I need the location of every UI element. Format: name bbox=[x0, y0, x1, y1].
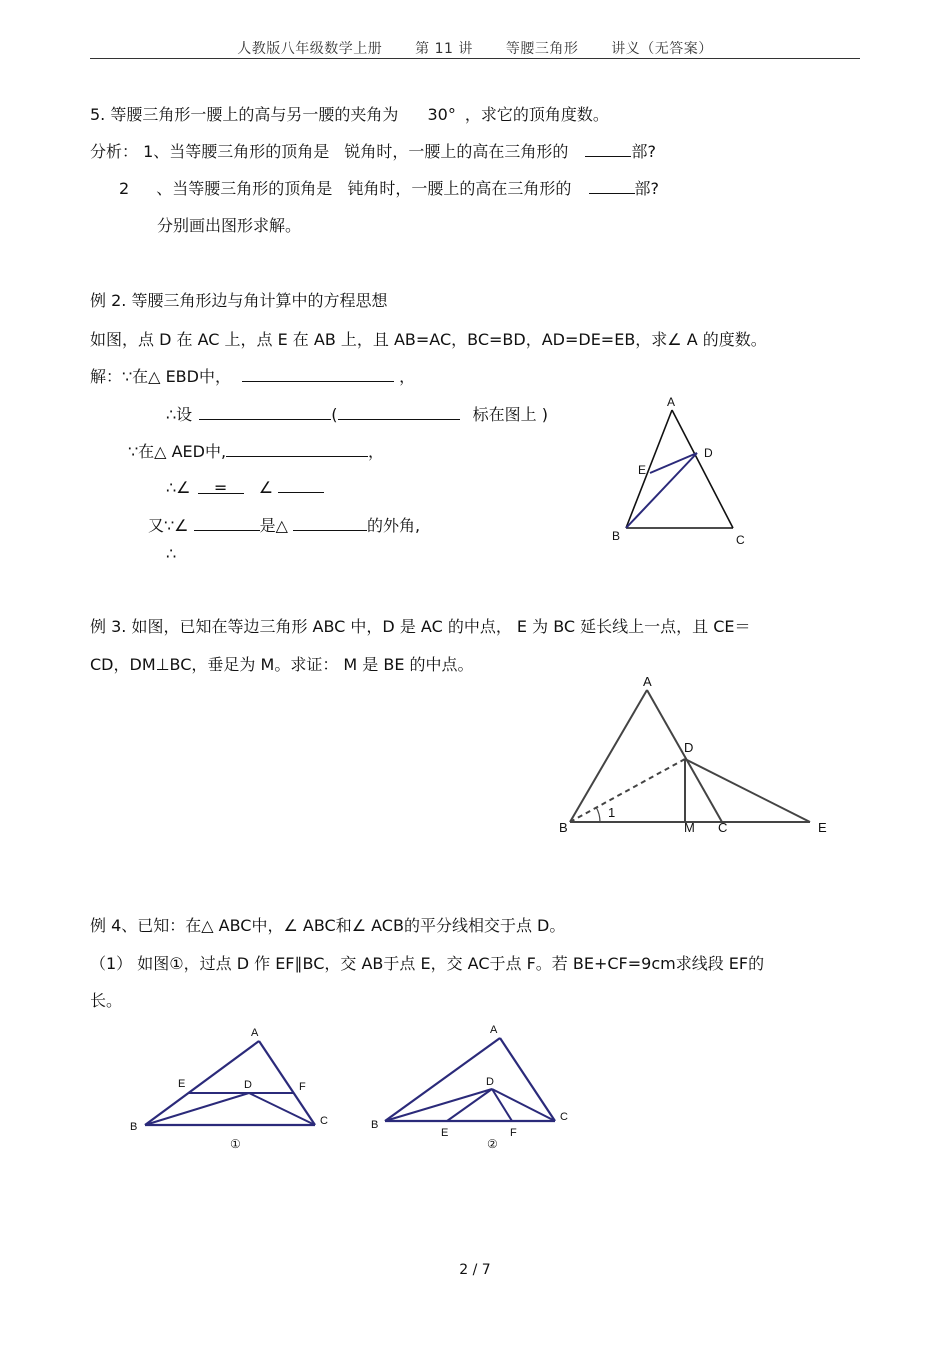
ex2-paren: ( bbox=[331, 405, 338, 424]
ex4-part1-line1: （1） 如图①，过点 D 作 EF∥BC，交 AB于点 E，交 AC于点 F。若 BE+CF=9cm求线段 EF的 bbox=[90, 954, 765, 973]
q5-angle: 30° bbox=[427, 105, 456, 124]
ex4-f2-label-e: E bbox=[441, 1127, 449, 1139]
header-lecture: 第 11 讲 bbox=[415, 41, 473, 57]
q5-title-line bbox=[90, 102, 609, 125]
ex2-label-d: D bbox=[704, 446, 713, 460]
ex4-f2-label-c: C bbox=[560, 1111, 568, 1123]
q5-ask: ，求它的顶角度数。 bbox=[464, 105, 609, 124]
ex4-figure-2 bbox=[365, 1018, 580, 1153]
q5-a2-mid1: 、当等腰三角形的顶角是 bbox=[156, 179, 333, 198]
ex3-line2: CD，DM⊥BC，垂足为 M。求证： M 是 BE 的中点。 bbox=[90, 655, 474, 674]
ex2-stem: 如图，点 D 在 AC 上，点 E 在 AB 上，且 AB=AC，BC=BD，AD=DE=EB，求∠ A 的度数。 bbox=[90, 330, 767, 349]
ex3-label-b: B bbox=[559, 820, 568, 835]
q5-analysis-2 bbox=[119, 176, 659, 199]
q5-draw: 分别画出图形求解。 bbox=[157, 216, 302, 235]
ex2-solution-line bbox=[90, 364, 415, 387]
q5-blank-2 bbox=[589, 178, 635, 194]
ex4-fig1-caption: ① bbox=[230, 1137, 241, 1151]
ex2-aed-label: ∵在△ AED中, bbox=[128, 442, 227, 461]
ex2-blank-angle bbox=[278, 477, 324, 493]
ex3-label-c: C bbox=[718, 820, 728, 835]
ex4-f1-label-c: C bbox=[320, 1115, 328, 1127]
ex2-set-label: ∴设 bbox=[166, 405, 193, 424]
q5-a2-mid2: 钝角时，一腰上的高在三角形的 bbox=[347, 179, 572, 198]
ex3-label-m: M bbox=[684, 820, 695, 835]
ex3-figure bbox=[550, 670, 840, 845]
ex2-figure bbox=[600, 390, 760, 550]
ex2-label-a: A bbox=[667, 395, 676, 409]
ex3-label-d: D bbox=[684, 740, 694, 755]
ex2-comma-1: ， bbox=[399, 367, 416, 386]
ex4-figure-1 bbox=[125, 1020, 340, 1155]
ex2-seg-ed bbox=[650, 453, 697, 473]
q5-blank-1 bbox=[585, 141, 631, 157]
ex4-f2-seg-bd bbox=[385, 1089, 492, 1121]
ex4-f2-label-a: A bbox=[490, 1024, 498, 1036]
ex2-title: 例 2. 等腰三角形边与角计算中的方程思想 bbox=[90, 291, 388, 310]
ex2-comma-2: ， bbox=[368, 442, 385, 461]
ex4-f2-seg-de bbox=[447, 1089, 492, 1121]
page-header bbox=[0, 38, 950, 58]
ex4-part1-line2: 长。 bbox=[90, 991, 123, 1010]
ex2-label-e: E bbox=[638, 463, 647, 477]
ex2-set-line bbox=[166, 402, 548, 425]
header-rule bbox=[90, 58, 860, 59]
ex4-f2-side-ac bbox=[500, 1038, 555, 1121]
ex2-sol-label: 解：∵在△ EBD中， bbox=[90, 367, 231, 386]
q5-a1-mid: 锐角时，一腰上的高在三角形的 bbox=[344, 142, 569, 161]
ex4-f2-label-b: B bbox=[371, 1119, 379, 1131]
ex2-also: 又∵∠ bbox=[148, 516, 189, 535]
ex2-blank-ext-2 bbox=[293, 515, 367, 531]
ex3-side-ab bbox=[570, 690, 647, 822]
ex2-ext-angle: 的外角, bbox=[367, 516, 421, 535]
ex4-f1-label-a: A bbox=[251, 1027, 259, 1039]
q5-a2-prefix: 2 bbox=[119, 179, 130, 198]
ex2-angle-eq-line bbox=[166, 477, 324, 497]
ex3-label-e: E bbox=[818, 820, 827, 835]
ex4-f2-side-ab bbox=[385, 1038, 500, 1121]
q5-suffix-1: 部? bbox=[631, 142, 656, 161]
ex3-line1: 例 3. 如图，已知在等边三角形 ABC 中，D 是 AC 的中点， E 为 BC 延长线上一点，且 CE＝ bbox=[90, 617, 751, 636]
ex4-f1-seg-bd bbox=[145, 1093, 249, 1125]
q5-analysis-1 bbox=[90, 139, 656, 162]
ex3-label-angle-1: 1 bbox=[608, 805, 616, 820]
ex4-f2-label-f: F bbox=[510, 1127, 517, 1139]
ex2-blank-set bbox=[199, 404, 331, 420]
ex2-is-tri: 是△ bbox=[259, 516, 288, 535]
ex2-label-b: B bbox=[612, 529, 621, 543]
ex4-f2-label-d: D bbox=[486, 1076, 494, 1088]
ex4-title: 例 4、已知：在△ ABC中，∠ ABC和∠ ACB的平分线相交于点 D。 bbox=[90, 916, 566, 935]
ex4-f1-label-e: E bbox=[178, 1078, 186, 1090]
ex2-angle-sign: ∠ bbox=[258, 478, 274, 497]
header-topic: 等腰三角形 bbox=[505, 41, 579, 57]
q5-title: 5. 等腰三角形一腰上的高与另一腰的夹角为 bbox=[90, 105, 399, 124]
ex2-therefore-angle: ∴∠ bbox=[166, 478, 191, 497]
ex2-therefore: ∴ bbox=[166, 544, 177, 563]
ex2-side-ab bbox=[626, 410, 672, 528]
header-book: 人教版八年级数学上册 bbox=[237, 41, 383, 57]
ex4-fig2-caption: ② bbox=[487, 1137, 498, 1151]
ex2-blank-mark bbox=[338, 404, 460, 420]
ex2-mark-text: 标在图上 ) bbox=[472, 405, 548, 424]
ex2-ext-line bbox=[148, 513, 420, 536]
header-kind: 讲义（无答案） bbox=[611, 41, 713, 57]
page-number: 2 / 7 bbox=[459, 1262, 491, 1278]
ex2-eq-sign: = bbox=[213, 478, 228, 497]
q5-suffix-2: 部? bbox=[634, 179, 659, 198]
ex2-blank-eq bbox=[198, 478, 244, 497]
ex4-f1-label-b: B bbox=[130, 1121, 138, 1133]
ex3-angle-arc bbox=[596, 807, 600, 822]
ex4-f1-label-f: F bbox=[299, 1081, 306, 1093]
ex4-f1-label-d: D bbox=[244, 1079, 252, 1091]
ex2-blank-ebd bbox=[242, 366, 394, 382]
ex2-blank-aed bbox=[226, 441, 368, 457]
ex2-blank-ext-1 bbox=[194, 515, 260, 531]
ex3-label-a: A bbox=[643, 674, 652, 689]
ex2-label-c: C bbox=[736, 533, 745, 547]
ex4-f1-side-ab bbox=[145, 1041, 259, 1125]
q5-a1-prefix: 分析： 1、当等腰三角形的顶角是 bbox=[90, 142, 330, 161]
ex2-seg-bd bbox=[626, 453, 697, 528]
ex2-aed-line bbox=[128, 439, 384, 462]
